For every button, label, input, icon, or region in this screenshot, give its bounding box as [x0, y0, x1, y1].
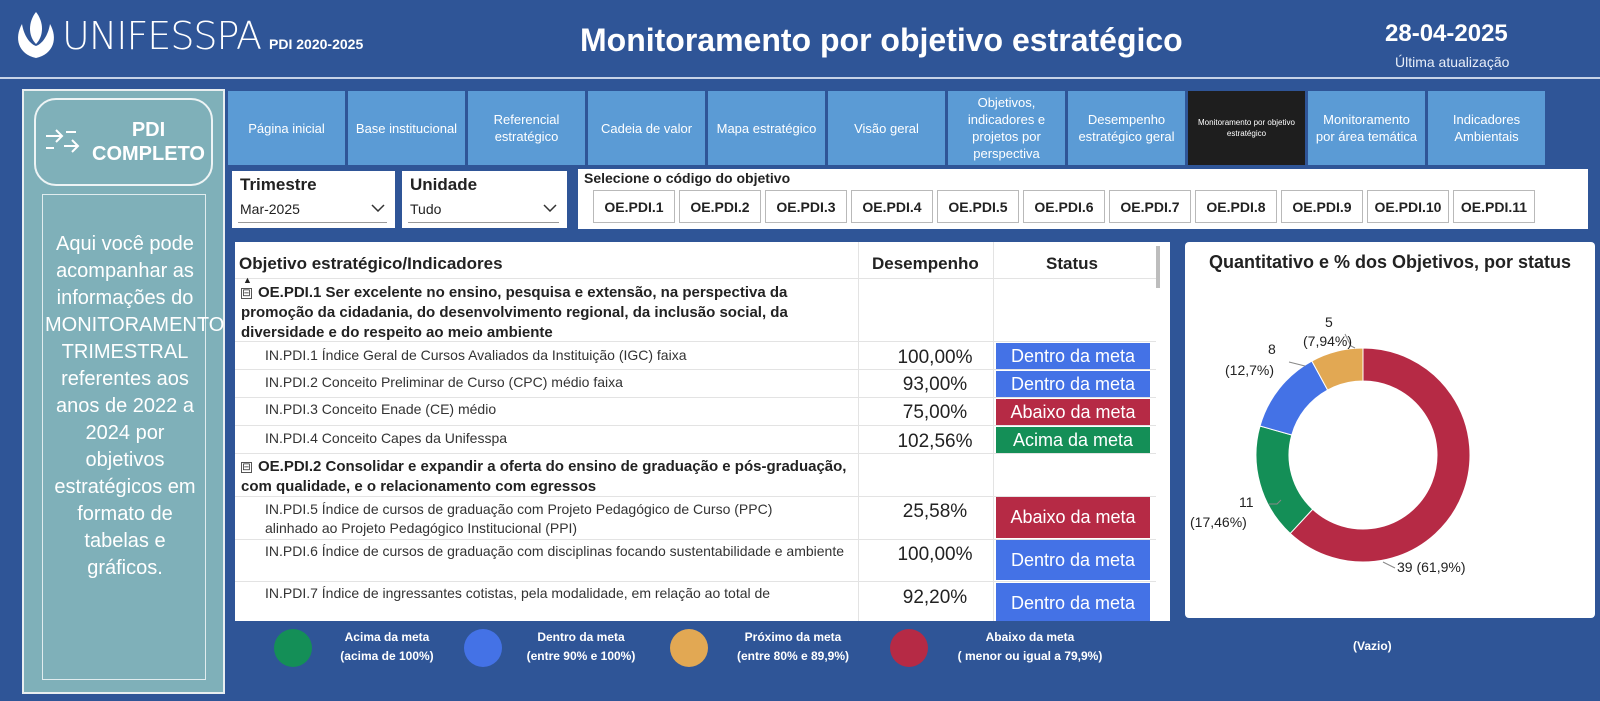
indicator-performance: 75,00%: [902, 402, 968, 423]
slice-acima[interactable]: [1256, 426, 1313, 533]
code-oe-pdi-5[interactable]: OE.PDI.5: [937, 190, 1019, 223]
nav-pagina-inicial[interactable]: Página inicial: [228, 91, 345, 165]
label-proximo-count: 5: [1325, 314, 1333, 330]
legend-acima-label: Acima da meta: [344, 630, 430, 644]
col-header-status[interactable]: Status: [1046, 254, 1098, 273]
indicator-performance: 25,58%: [902, 501, 968, 522]
trimestre-dropdown[interactable]: Mar-2025: [240, 201, 300, 217]
header-row-divider: [235, 278, 1156, 279]
legend-dentro-range: (entre 90% e 100%): [526, 649, 636, 663]
code-oe-pdi-7[interactable]: OE.PDI.7: [1109, 190, 1191, 223]
status-donut-panel: [1185, 242, 1595, 618]
code-oe-pdi-9[interactable]: OE.PDI.9: [1281, 190, 1363, 223]
legend-dentro-dot: [464, 629, 502, 667]
nav-objetivos-indicadores[interactable]: Objetivos, indicadores e projetos por perspectiva: [948, 91, 1065, 165]
chevron-down-icon[interactable]: [543, 201, 557, 215]
indicator-name: IN.PDI.7 Índice de ingressantes cotistas, pela modalidade, em relação ao total de: [265, 585, 771, 601]
status-badge: Dentro da meta: [996, 583, 1150, 621]
page-title: Monitoramento por objetivo estratégico: [580, 22, 1183, 58]
nav-monitoramento-objetivo[interactable]: Monitoramento por objetivo estratégico: [1188, 91, 1305, 165]
legend-abaixo-range: ( menor ou igual a 79,9%): [957, 649, 1103, 663]
code-oe-pdi-2[interactable]: OE.PDI.2: [679, 190, 761, 223]
row-divider: [235, 453, 1156, 454]
indicator-name: IN.PDI.1 Índice Geral de Cursos Avaliados da Instituição (IGC) faixa: [265, 347, 687, 363]
status-badge: Dentro da meta: [996, 371, 1150, 397]
pdi-button-label-1: PDI: [131, 119, 166, 141]
legend-empty: (Vazio): [1353, 639, 1392, 653]
status-badge: Dentro da meta: [996, 343, 1150, 369]
unidade-dropdown[interactable]: Tudo: [410, 201, 442, 217]
legend-proximo: [718, 628, 868, 666]
status-badge: Abaixo da meta: [996, 399, 1150, 425]
legend-dentro: [512, 628, 650, 666]
legend-acima-dot: [274, 629, 312, 667]
unidade-underline: [408, 222, 559, 223]
leader-dentro: [1289, 362, 1305, 366]
sidebar-description: Aqui você pode acompanhar as informações do MONITORAMENTO TRIMESTRAL referentes aos anos de 2022 a 2024 por objetivos estratégicos em formato de tabelas e gráficos.: [45, 233, 225, 579]
table-scrollbar[interactable]: [1156, 246, 1160, 288]
indicator-performance: 100,00%: [897, 544, 973, 565]
code-oe-pdi-10[interactable]: OE.PDI.10: [1367, 190, 1449, 223]
status-badge: Dentro da meta: [996, 540, 1150, 580]
objective-code-label: Selecione o código do objetivo: [584, 170, 791, 186]
col-header-desempenho[interactable]: Desempenho: [872, 254, 979, 273]
objective-title: OE.PDI.2 Consolidar e expandir a oferta do ensino de graduação e pós-graduação, com qualidade, e o relacionamento com egressos: [241, 458, 847, 495]
collapse-icon[interactable]: ⊟: [242, 462, 251, 473]
sidebar-description-box: [42, 194, 225, 680]
code-oe-pdi-1[interactable]: OE.PDI.1: [593, 190, 675, 223]
header-divider: [0, 77, 1600, 79]
label-proximo-pct: (7,94%): [1303, 333, 1353, 349]
legend-abaixo-label: Abaixo da meta: [985, 630, 1075, 644]
nav-indicadores-ambientais[interactable]: Indicadores Ambientais: [1428, 91, 1545, 165]
label-dentro-count: 8: [1268, 341, 1276, 357]
indicator-performance: 92,20%: [902, 587, 968, 608]
nav-referencial-estrategico[interactable]: Referencial estratégico: [468, 91, 585, 165]
indicator-name: IN.PDI.2 Conceito Preliminar de Curso (CPC) médio faixa: [265, 374, 623, 390]
trimestre-label: Trimestre: [240, 175, 317, 194]
label-acima-pct: (17,46%): [1190, 514, 1247, 530]
row-divider: [235, 369, 1156, 370]
row-divider: [235, 581, 1156, 582]
indicator-name: IN.PDI.4 Conceito Capes da Unifesspa: [265, 430, 508, 446]
code-oe-pdi-8[interactable]: OE.PDI.8: [1195, 190, 1277, 223]
objective-group-row[interactable]: [241, 283, 801, 343]
exit-arrows-icon: [42, 126, 82, 158]
label-acima-count: 11: [1239, 494, 1254, 510]
update-date-caption: Última atualização: [1395, 54, 1510, 70]
row-divider: [235, 397, 1156, 398]
trimestre-underline: [238, 222, 387, 223]
unidade-slicer: [402, 171, 567, 228]
col-header-objetivo[interactable]: Objetivo estratégico/Indicadores: [239, 254, 503, 273]
legend-abaixo-dot: [890, 629, 928, 667]
legend-dentro-label: Dentro da meta: [537, 630, 625, 644]
indicator-performance: 93,00%: [902, 374, 968, 395]
nav-desempenho-estrategico[interactable]: Desempenho estratégico geral: [1068, 91, 1185, 165]
indicator-performance: 102,56%: [897, 431, 973, 452]
status-badge: Acima da meta: [996, 427, 1150, 453]
chart-title: Quantitativo e % dos Objetivos, por status: [1208, 252, 1572, 272]
legend-abaixo: [935, 628, 1125, 666]
label-dentro-pct: (12,7%): [1225, 362, 1275, 378]
donut-chart: [1185, 242, 1595, 618]
leader-abaixo: [1383, 562, 1395, 568]
sidebar: [22, 89, 225, 694]
objective-title: OE.PDI.1 Ser excelente no ensino, pesquisa e extensão, na perspectiva da promoção da cidadania, do desenvolvimento regional, da inclusão social, da diversidade e do respeito ao meio ambiente: [241, 284, 788, 341]
unifesspa-logo: [12, 10, 363, 62]
collapse-icon[interactable]: ⊟: [242, 288, 251, 299]
logo-text: UNIFESSPA: [62, 14, 262, 58]
top-navigation: [228, 91, 1545, 165]
code-oe-pdi-4[interactable]: OE.PDI.4: [851, 190, 933, 223]
status-badge: Abaixo da meta: [996, 497, 1150, 538]
unidade-label: Unidade: [410, 175, 478, 194]
nav-monitoramento-area[interactable]: Monitoramento por área temática: [1308, 91, 1425, 165]
pdi-period: PDI 2020-2025: [269, 36, 364, 52]
nav-base-institucional[interactable]: Base institucional: [348, 91, 465, 165]
legend-acima: [322, 628, 452, 666]
trimestre-slicer: [232, 171, 395, 228]
code-oe-pdi-6[interactable]: OE.PDI.6: [1023, 190, 1105, 223]
sort-ascending-icon[interactable]: ▲: [243, 275, 252, 285]
objectives-table: [235, 242, 1170, 621]
update-date: 28-04-2025: [1385, 20, 1508, 47]
row-divider: [235, 425, 1156, 426]
unifesspa-leaf-icon: [12, 10, 60, 62]
pdi-button-label-2: COMPLETO: [92, 143, 205, 165]
legend-proximo-label: Próximo da meta: [744, 630, 842, 644]
nav-mapa-estrategico[interactable]: Mapa estratégico: [708, 91, 825, 165]
indicator-name: IN.PDI.3 Conceito Enade (CE) médio: [265, 401, 497, 417]
chevron-down-icon[interactable]: [371, 201, 385, 215]
legend-acima-range: (acima de 100%): [340, 649, 434, 663]
legend-proximo-dot: [670, 629, 708, 667]
nav-visao-geral[interactable]: Visão geral: [828, 91, 945, 165]
legend-proximo-range: (entre 80% e 89,9%): [736, 649, 850, 663]
objective-code-slicer: [578, 169, 1588, 229]
nav-cadeia-de-valor[interactable]: Cadeia de valor: [588, 91, 705, 165]
row-divider: [235, 341, 1156, 342]
label-abaixo: 39 (61,9%): [1397, 559, 1466, 575]
indicator-name: IN.PDI.5 Índice de cursos de graduação com Projeto Pedagógico de Curso (PPC) alinhado ao Projeto Pedagógico Institucional (PPI): [265, 501, 773, 536]
pdi-completo-button[interactable]: [34, 98, 213, 186]
code-oe-pdi-3[interactable]: OE.PDI.3: [765, 190, 847, 223]
column-divider: [993, 242, 994, 621]
objective-group-row[interactable]: [241, 457, 861, 497]
indicator-performance: 100,00%: [897, 347, 973, 368]
code-oe-pdi-11[interactable]: OE.PDI.11: [1453, 190, 1535, 223]
indicator-name: IN.PDI.6 Índice de cursos de graduação com disciplinas focando sustentabilidade e ambiente: [265, 543, 845, 559]
